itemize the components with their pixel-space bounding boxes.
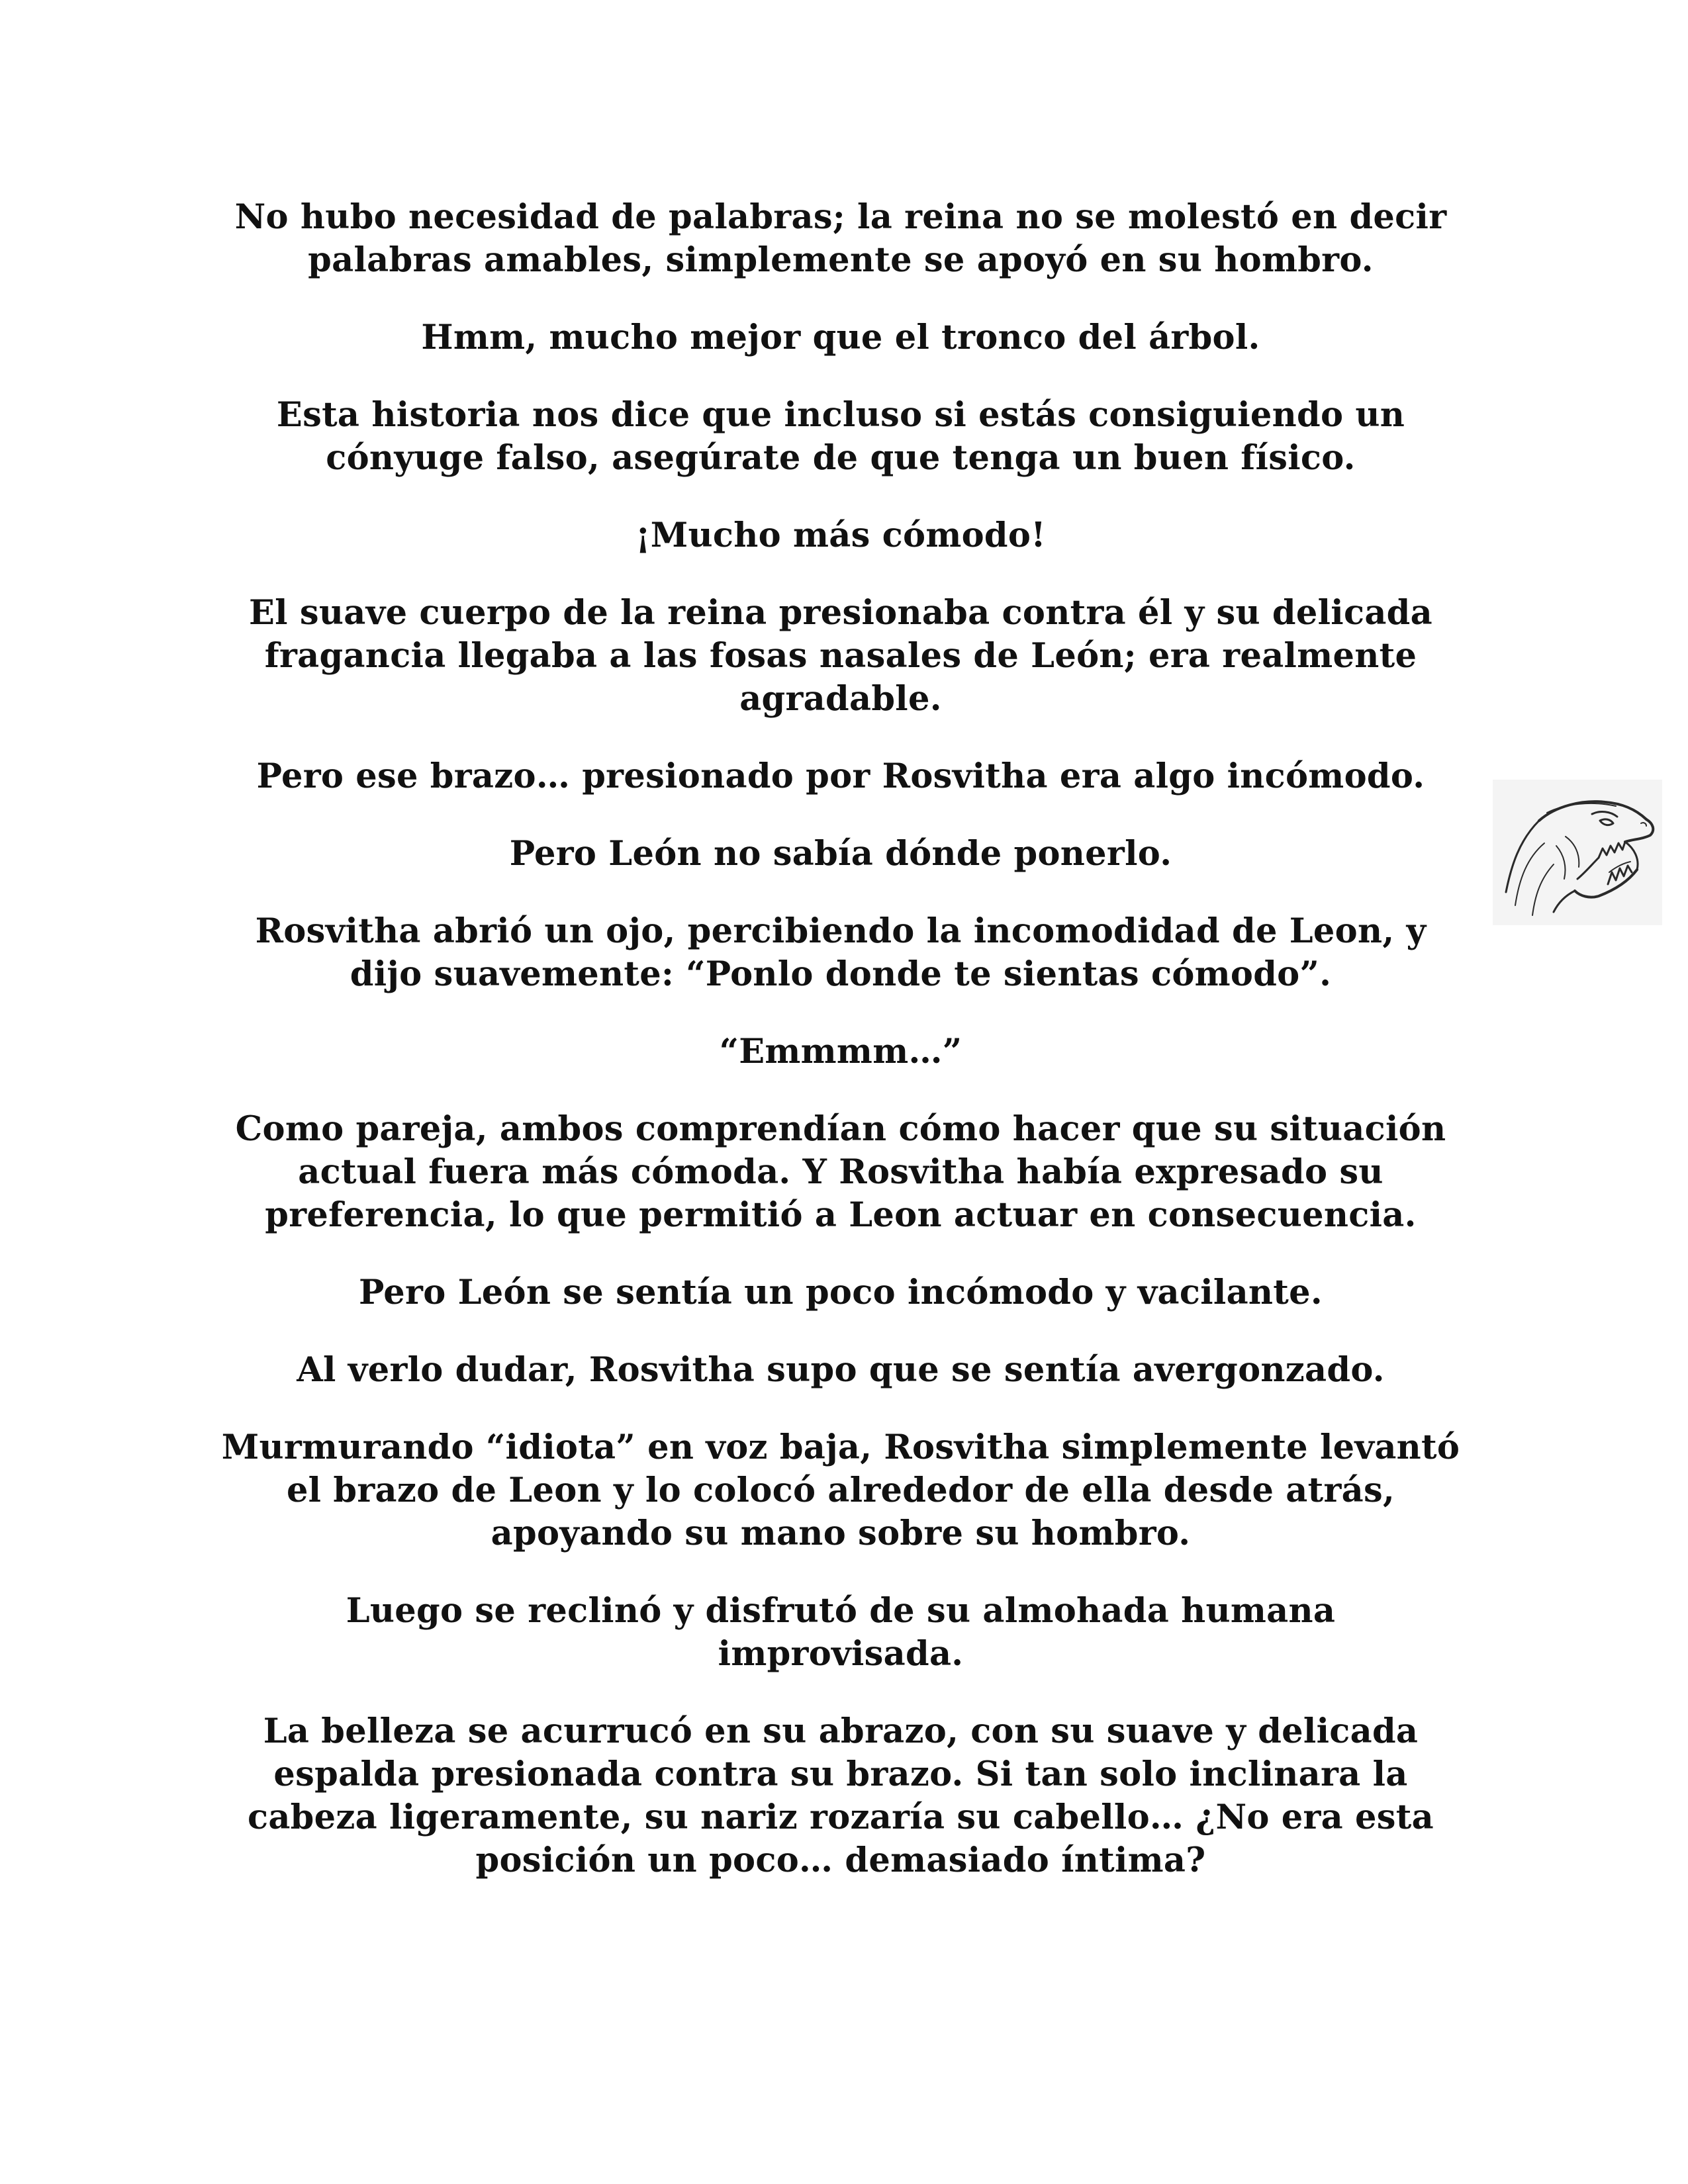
- paragraph: Como pareja, ambos comprendían cómo hacer que su situación actual fuera más cómoda. Y Rosvitha había expresado su preferencia, lo que permitió a Leon actuar en consecuencia.: [235, 1109, 1446, 1235]
- paragraph: No hubo necesidad de palabras; la reina no se molestó en decir palabras amables, simplemente se apoyó en su hombro.: [234, 197, 1447, 280]
- paragraph: Hmm, mucho mejor que el tronco del árbol.: [421, 318, 1260, 357]
- paragraph: La belleza se acurrucó en su abrazo, con su suave y delicada espalda presionada contra su brazo. Si tan solo inclinara la cabeza ligeramente, su nariz rozaría su cabello… ¿No era esta posición un poco… demasiado íntima?: [247, 1711, 1434, 1880]
- paragraph: Esta historia nos dice que incluso si estás consiguiendo un cónyuge falso, asegúrate de que tenga un buen físico.: [276, 395, 1405, 478]
- paragraph: Al verlo dudar, Rosvitha supo que se sentía avergonzado.: [297, 1350, 1385, 1390]
- body-text: [218, 196, 1463, 1917]
- paragraph: Pero León no sabía dónde ponerlo.: [509, 834, 1172, 874]
- paragraph: Murmurando “idiota” en voz baja, Rosvitha simplemente levantó el brazo de Leon y lo colocó alrededor de ella desde atrás, apoyando su mano sobre su hombro.: [221, 1428, 1460, 1553]
- paragraph: Rosvitha abrió un ojo, percibiendo la incomodidad de Leon, y dijo suavemente: “Ponlo donde te sientas cómodo”.: [255, 911, 1427, 994]
- paragraph: Luego se reclinó y disfrutó de su almohada humana improvisada.: [346, 1591, 1336, 1674]
- paragraph: Pero León se sentía un poco incómodo y vacilante.: [359, 1273, 1323, 1312]
- dinosaur-head-sketch-icon: [1493, 780, 1662, 925]
- paragraph: El suave cuerpo de la reina presionaba contra él y su delicada fragancia llegaba a las fosas nasales de León; era realmente agradable.: [249, 593, 1432, 719]
- paragraph: “Emmmm…”: [719, 1032, 962, 1071]
- paragraph: ¡Mucho más cómodo!: [635, 516, 1046, 555]
- paragraph: Pero ese brazo… presionado por Rosvitha era algo incómodo.: [256, 756, 1425, 796]
